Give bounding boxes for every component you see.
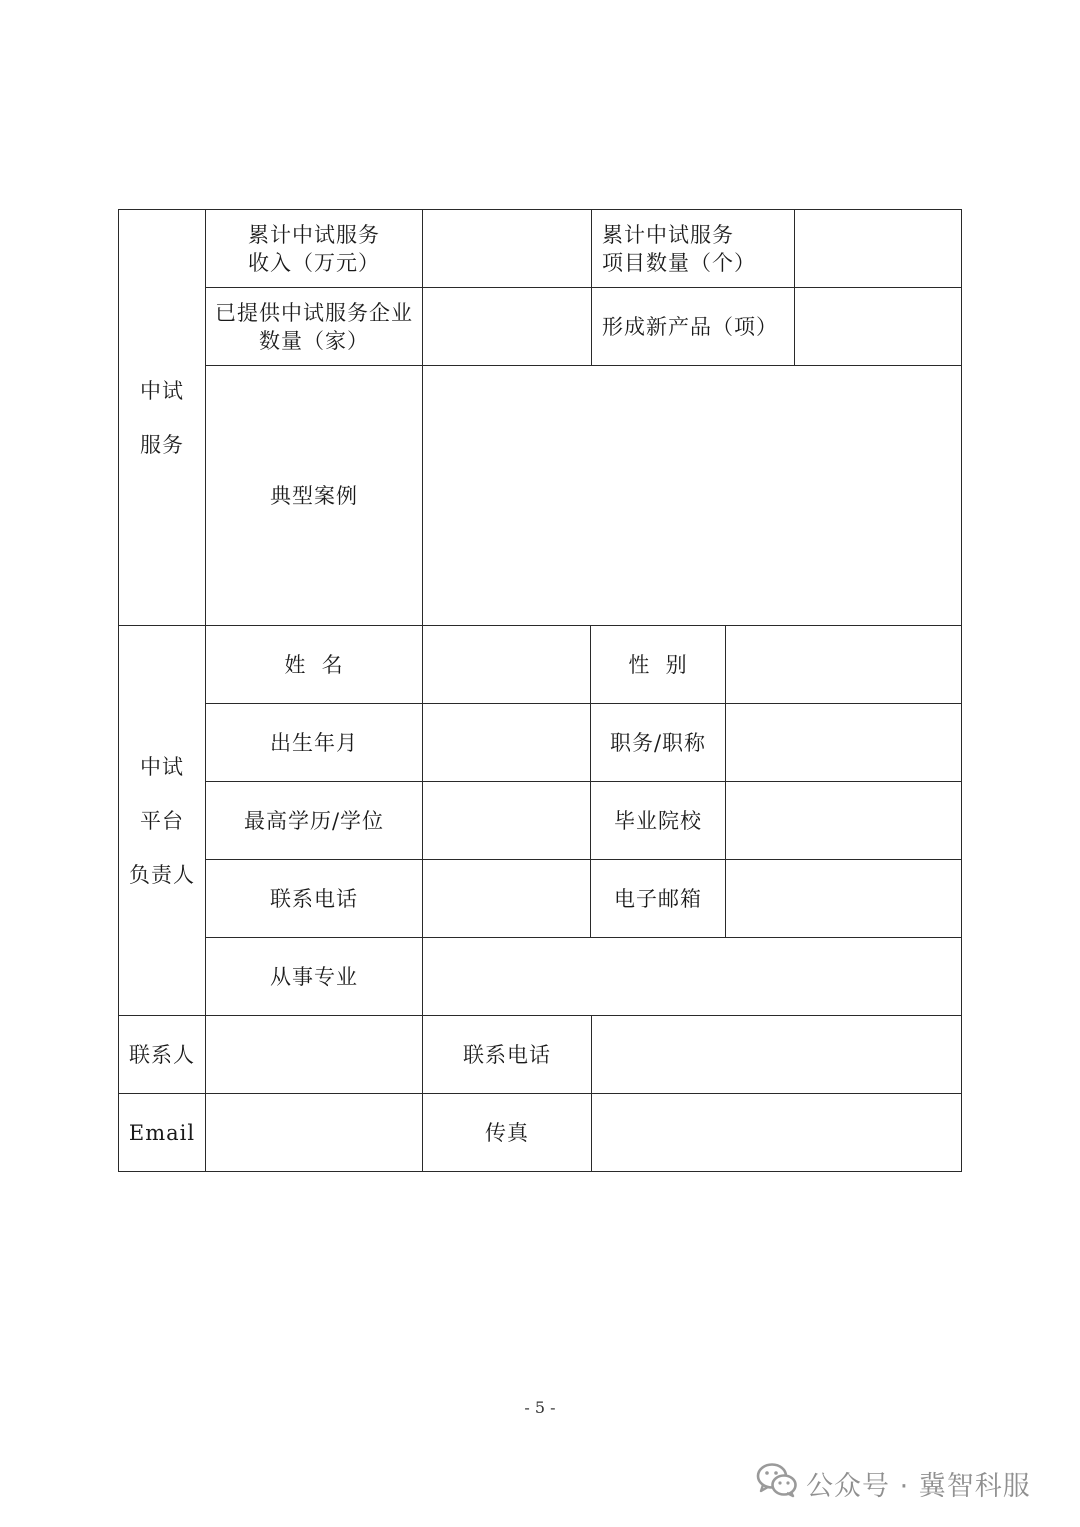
contact-person-field[interactable]: [206, 1016, 423, 1094]
title-label: 职务/职称: [591, 704, 726, 782]
major-field[interactable]: [423, 938, 962, 1016]
watermark: [756, 1463, 1031, 1503]
typical-cases-field[interactable]: [423, 366, 962, 626]
school-field[interactable]: [726, 782, 962, 860]
title-field[interactable]: [726, 704, 962, 782]
wechat-icon: [756, 1462, 798, 1505]
gender-label: 性 别: [591, 626, 726, 704]
education-label: 最高学历/学位: [206, 782, 423, 860]
companies-served-field[interactable]: [423, 288, 592, 366]
fax-field[interactable]: [592, 1094, 962, 1172]
platform-head-section-label: 中试 平台 负责人: [119, 626, 206, 1016]
head-phone-label: 联系电话: [206, 860, 423, 938]
head-phone-field[interactable]: [423, 860, 591, 938]
education-field[interactable]: [423, 782, 591, 860]
cumulative-projects-field[interactable]: [795, 210, 962, 288]
major-label: 从事专业: [206, 938, 423, 1016]
name-field[interactable]: [423, 626, 591, 704]
contact-person-label: 联系人: [119, 1016, 206, 1094]
contact-phone-field[interactable]: [592, 1016, 962, 1094]
pilot-service-section-label: 中试 服务: [119, 210, 206, 626]
cumulative-income-field[interactable]: [423, 210, 592, 288]
head-email-label: 电子邮箱: [591, 860, 726, 938]
new-products-label: 形成新产品（项）: [592, 288, 795, 366]
head-email-field[interactable]: [726, 860, 962, 938]
application-form-table: [118, 209, 962, 1172]
contact-email-field[interactable]: [206, 1094, 423, 1172]
companies-served-label: 已提供中试服务企业 数量（家）: [206, 288, 423, 366]
new-products-field[interactable]: [795, 288, 962, 366]
contact-phone-label: 联系电话: [423, 1016, 592, 1094]
name-label: 姓 名: [206, 626, 423, 704]
fax-label: 传真: [423, 1094, 592, 1172]
cumulative-income-label: 累计中试服务 收入（万元）: [206, 210, 423, 288]
contact-email-label: Email: [119, 1094, 206, 1172]
birth-label: 出生年月: [206, 704, 423, 782]
school-label: 毕业院校: [591, 782, 726, 860]
cumulative-projects-label: 累计中试服务 项目数量（个）: [592, 210, 795, 288]
typical-cases-label: 典型案例: [206, 366, 423, 626]
gender-field[interactable]: [726, 626, 962, 704]
birth-field[interactable]: [423, 704, 591, 782]
page-number: - 5 -: [524, 1398, 556, 1417]
watermark-text: 公众号 · 冀智科服: [806, 1470, 1031, 1502]
